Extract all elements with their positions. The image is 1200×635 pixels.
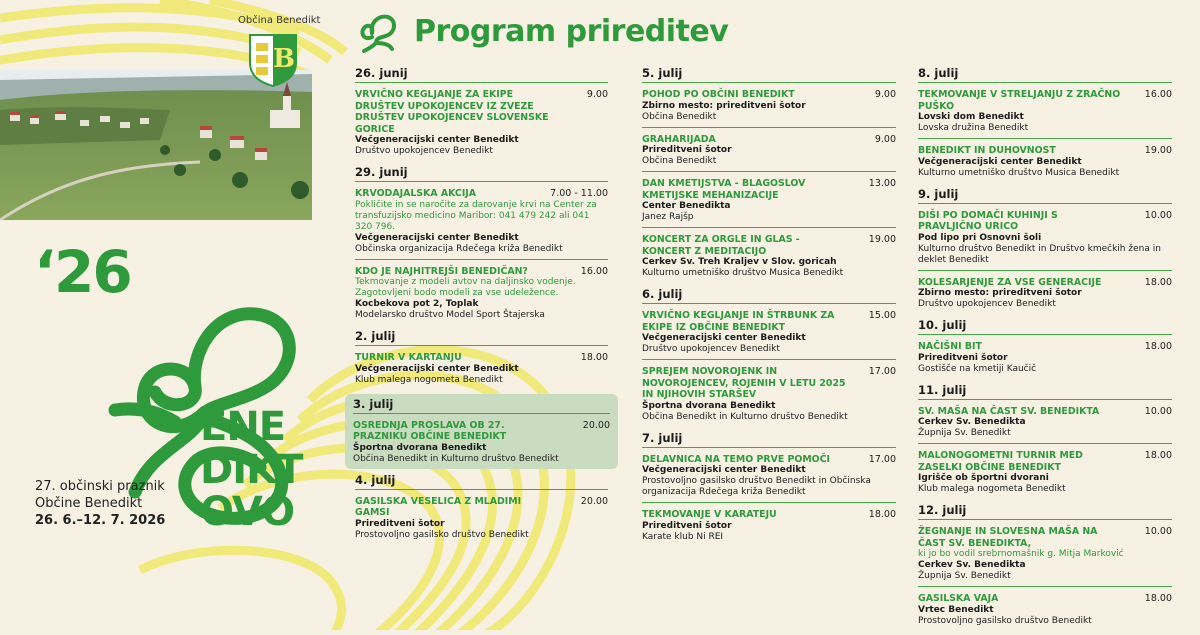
day-heading: 10. julij	[918, 318, 1172, 335]
event-organizer: Občina Benedikt	[642, 111, 717, 122]
event-location: Cerkev Sv. Treh Kraljev v Slov. goricah	[642, 257, 837, 267]
event-item	[918, 208, 1172, 271]
event-time: 9.00	[874, 133, 896, 145]
event-time: 20.00	[580, 495, 608, 507]
event-organizer: Občina Benedikt in Kulturno društvo Benedikt	[353, 453, 559, 464]
event-location: Prireditveni šotor	[355, 518, 445, 529]
program-column-2	[642, 66, 896, 551]
event-title: TURNIR V KARTANJU	[355, 352, 462, 363]
event-title: ŽEGNANJE IN SLOVESNA MAŠA NA ČAST SV. BENEDIKTA,	[918, 526, 1098, 549]
page-title: Program prireditev	[414, 14, 729, 49]
event-time: 10.00	[1144, 209, 1172, 221]
event-title: NAČIŠNI BIT	[918, 341, 982, 352]
event-location: Vrtec Benedikt	[918, 604, 994, 615]
event-organizer: Prostovoljno gasilsko društvo Benedikt	[918, 615, 1092, 626]
event-location: Cerkev Sv. Benedikta	[918, 417, 1026, 427]
event-location: Večgeneracijski center Benedikt	[355, 135, 519, 145]
event-title: KRVODAJALSKA AKCIJA	[355, 188, 477, 199]
event-item	[353, 418, 610, 465]
event-item	[355, 264, 608, 326]
event-organizer: Župnija Sv. Benedikt	[918, 428, 1011, 438]
event-time: 19.00	[1144, 145, 1172, 156]
event-item	[918, 524, 1172, 587]
event-item	[642, 132, 896, 173]
event-item	[642, 452, 896, 504]
event-organizer: Društvo upokojencev Benedikt	[918, 299, 1056, 309]
event-item	[642, 507, 896, 547]
day-section	[918, 383, 1172, 500]
event-item	[918, 87, 1172, 139]
event-time: 20.00	[582, 419, 610, 431]
event-time: 15.00	[868, 310, 896, 321]
event-item	[642, 232, 896, 283]
event-item	[918, 275, 1172, 315]
event-time: 18.00	[1144, 341, 1172, 352]
event-item	[642, 87, 896, 128]
event-location: Prireditveni šotor	[918, 352, 1008, 363]
event-time: 16.00	[580, 265, 608, 277]
event-time: 17.00	[868, 366, 896, 377]
event-time: 16.00	[1144, 89, 1172, 100]
event-title: DAN KMETIJSTVA - BLAGOSLOV KMETIJSKE MEHANIZACIJE	[642, 178, 806, 201]
day-heading: 4. julij	[355, 473, 608, 490]
event-organizer: Prostovoljno gasilsko društvo Benedikt in Občinska organizacija Rdečega križa Benedikt	[642, 476, 871, 497]
day-section	[918, 318, 1172, 379]
leaf-logo-icon	[358, 13, 402, 53]
event-time: 9.00	[874, 89, 896, 100]
praznik-line-1: 27. občinski praznik	[35, 479, 165, 494]
day-section	[345, 394, 618, 469]
event-item	[918, 448, 1172, 499]
event-location: Športna dvorana Benedikt	[353, 442, 487, 453]
event-location: Lovski dom Benedikt	[918, 112, 1024, 122]
event-location: Prireditveni šotor	[642, 145, 732, 155]
event-location: Večgeneracijski center Benedikt	[642, 333, 806, 343]
event-time: 18.00	[1144, 593, 1172, 604]
day-heading: 6. julij	[642, 287, 896, 304]
day-heading: 9. julij	[918, 187, 1172, 204]
svg-text:B: B	[273, 44, 295, 74]
event-organizer: Klub malega nogometa Benedikt	[918, 484, 1066, 494]
day-section	[355, 329, 608, 390]
event-title: KONCERT ZA ORGLE IN GLAS - KONCERT Z MEDITACIJO	[642, 234, 800, 257]
event-title: POHOD PO OBČINI BENEDIKT	[642, 89, 795, 100]
event-organizer: Gostišče na kmetiji Kaučič	[918, 363, 1037, 374]
day-heading: 2. julij	[355, 329, 608, 346]
day-heading: 12. julij	[918, 503, 1172, 520]
event-title: VRVIČNO KEGLJANJE IN ŠTRBUNK ZA EKIPE IZ OBČINE BENEDIKT	[642, 310, 835, 333]
event-organizer: Karate klub Ni REI	[642, 531, 724, 542]
event-item	[918, 339, 1172, 379]
event-location: Prireditveni šotor	[642, 520, 732, 531]
event-organizer: Župnija Sv. Benedikt	[918, 571, 1011, 581]
day-section	[355, 66, 608, 161]
day-section	[918, 187, 1172, 315]
event-location: Kocbekova pot 2, Toplak	[355, 299, 479, 309]
event-time: 7.00 - 11.00	[550, 188, 608, 199]
event-title: VRVIČNO KEGLJANJE ZA EKIPE DRUŠTEV UPOKOJENCEV IZ ZVEZE DRUŠTEV UPOKOJENCEV SLOVENSKE GORICE	[355, 89, 549, 135]
day-heading: 11. julij	[918, 383, 1172, 400]
event-time: 13.00	[868, 178, 896, 189]
event-organizer: Prostovoljno gasilsko društvo Benedikt	[355, 529, 529, 540]
event-organizer: Janez Rajšp	[642, 212, 694, 222]
event-location: Večgeneracijski center Benedikt	[918, 156, 1082, 167]
event-title: GASILSKA VAJA	[918, 593, 999, 604]
program-column-1	[355, 66, 608, 549]
day-heading: 5. julij	[642, 66, 896, 83]
event-item	[918, 591, 1172, 631]
day-section	[355, 165, 608, 325]
event-time: 19.00	[868, 234, 896, 245]
day-section	[355, 473, 608, 545]
festival-dates: 26. 6.–12. 7. 2026	[35, 513, 166, 528]
municipality-label: Občina Benedikt	[238, 15, 321, 26]
event-location: Športna dvorana Benedikt	[642, 400, 776, 411]
event-location: Večgeneracijski center Benedikt	[355, 232, 519, 243]
day-heading: 7. julij	[642, 431, 896, 448]
event-organizer: Občina Benedikt	[642, 156, 717, 166]
event-organizer: Kulturno umetniško društvo Musica Benedikt	[918, 167, 1120, 178]
event-title: OSREDNJA PROSLAVA OB 27. PRAZNIKU OBČINE BENEDIKT	[353, 419, 507, 442]
day-section	[918, 66, 1172, 183]
logo-word-line-2: DIKT	[200, 447, 303, 493]
event-location: Večgeneracijski center Benedikt	[355, 363, 519, 374]
event-item	[918, 404, 1172, 445]
event-description: ki jo bo vodil srebrnomašnik g. Mitja Marković	[918, 549, 1124, 559]
day-heading: 8. julij	[918, 66, 1172, 83]
event-description: Tekmovanje z modeli avtov na daljinsko vodenje. Zagotovljeni bodo modeli za vse udeležence.	[355, 277, 576, 298]
logo-word-line-3: OVO	[200, 489, 295, 535]
event-title: BENEDIKT IN DUHOVNOST	[918, 145, 1056, 156]
event-title: MALONOGOMETNI TURNIR MED ZASELKI OBČINE BENEDIKT	[918, 450, 1083, 473]
event-organizer: Lovska družina Benedikt	[918, 123, 1029, 133]
event-item	[355, 350, 608, 390]
event-time: 18.00	[868, 509, 896, 520]
event-title: TEKMOVANJE V KARATEJU	[642, 509, 777, 520]
event-title: TEKMOVANJE V STRELJANJU Z ZRAČNO PUŠKO	[918, 89, 1121, 112]
day-section	[642, 66, 896, 283]
event-location: Igrišče ob športni dvorani	[918, 473, 1049, 483]
event-title: KOLESARJENJE ZA VSE GENERACIJE	[918, 276, 1102, 288]
event-item	[642, 364, 896, 427]
festival-year: ‘26	[34, 238, 131, 306]
village-landscape-photo	[0, 70, 312, 220]
program-column-3	[918, 66, 1172, 635]
event-item	[355, 494, 608, 545]
event-title: KDO JE NAJHITREJŠI BENEDIČAN?	[355, 265, 528, 277]
municipality-crest-icon	[248, 33, 298, 87]
event-title: DIŠI PO DOMAČI KUHINJI S PRAVLJIČNO URICO	[918, 209, 1058, 232]
event-organizer: Društvo upokojencev Benedikt	[355, 146, 493, 156]
event-location: Zbirno mesto: prireditveni šotor	[642, 100, 806, 111]
event-time: 10.00	[1144, 405, 1172, 417]
event-time: 18.00	[580, 352, 608, 363]
event-organizer: Klub malega nogometa Benedikt	[355, 374, 503, 385]
event-location: Center Benedikta	[642, 201, 731, 211]
day-heading: 26. junij	[355, 66, 608, 83]
event-organizer: Občina Benedikt in Kulturno društvo Benedikt	[642, 411, 848, 422]
day-heading: 3. julij	[353, 397, 610, 414]
event-item	[355, 87, 608, 161]
event-item	[642, 308, 896, 360]
event-time: 9.00	[586, 89, 608, 100]
event-location: Večgeneracijski center Benedikt	[642, 465, 806, 475]
logo-word-line-1: ENE	[200, 404, 286, 450]
event-organizer: Društvo upokojencev Benedikt	[642, 344, 780, 354]
praznik-line-2: Občine Benedikt	[35, 496, 143, 511]
event-title: GRAHARIJADA	[642, 133, 716, 145]
day-section	[642, 431, 896, 547]
event-organizer: Občinska organizacija Rdečega križa Benedikt	[355, 243, 563, 254]
event-description: Pokličite in se naročite za darovanje krvi na Center za transfuzijsko medicino Maribor: 041 479 242 ali 041 320 796.	[355, 199, 597, 232]
event-organizer: Kulturno društvo Benedikt in Društvo kmečkih žena in deklet Benedikt	[918, 243, 1161, 265]
event-time: 17.00	[868, 453, 896, 465]
event-location: Zbirno mesto: prireditveni šotor	[918, 288, 1082, 298]
event-title: SV. MAŠA NA ČAST SV. BENEDIKTA	[918, 405, 1100, 417]
event-item	[642, 176, 896, 228]
day-section	[918, 503, 1172, 631]
event-title: DELAVNICA NA TEMO PRVE POMOČI	[642, 453, 831, 465]
festival-info	[35, 478, 165, 529]
day-section	[642, 287, 896, 427]
event-organizer: Modelarsko društvo Model Sport Štajerska	[355, 310, 545, 320]
day-heading: 29. junij	[355, 165, 608, 182]
event-location: Cerkev Sv. Benedikta	[918, 560, 1026, 570]
event-organizer: Kulturno umetniško društvo Musica Benedikt	[642, 268, 844, 278]
event-location: Pod lipo pri Osnovni šoli	[918, 232, 1042, 243]
event-item	[918, 143, 1172, 183]
event-title: SPREJEM NOVOROJENK IN NOVOROJENCEV, ROJENIH V LETU 2025 IN NJIHOVIH STARŠEV	[642, 366, 846, 400]
event-title: GASILSKA VESELICA Z MLADIMI GAMSI	[355, 495, 522, 518]
event-time: 18.00	[1144, 276, 1172, 288]
event-time: 18.00	[1144, 450, 1172, 461]
event-time: 10.00	[1144, 526, 1172, 537]
event-item	[355, 186, 608, 260]
